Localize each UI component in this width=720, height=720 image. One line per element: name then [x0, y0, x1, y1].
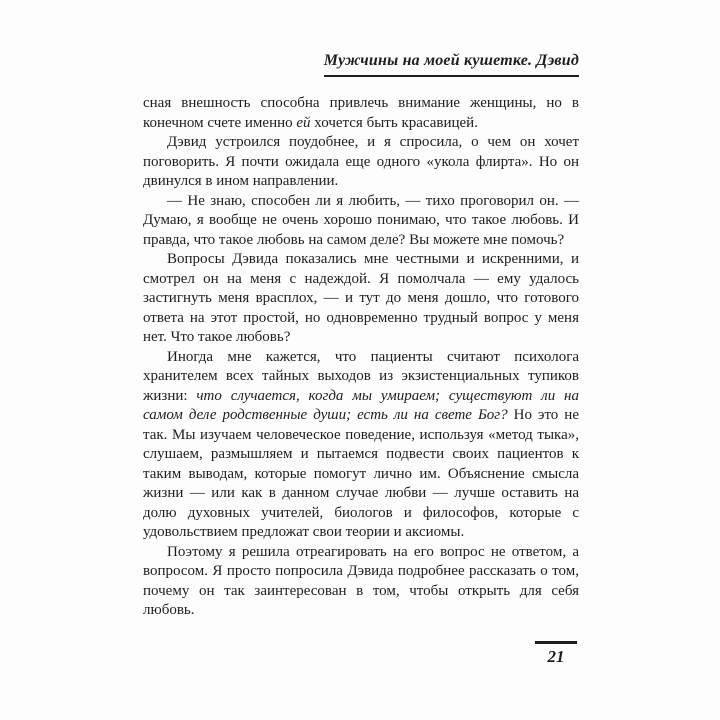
page-footer — [535, 641, 577, 667]
paragraph — [143, 133, 579, 192]
text-segment: хочется быть красавицей. — [310, 114, 478, 131]
paragraph-dialogue — [143, 192, 579, 251]
italic-segment: ей — [296, 114, 311, 131]
paragraph-continuation — [143, 94, 579, 133]
paragraph — [143, 250, 579, 348]
paragraph — [143, 543, 579, 621]
running-head — [143, 52, 579, 77]
text-segment: Вопросы Дэвида показались мне честными и искренними, и смотрел он на меня с надеждой. Я помолчала — ему удалось застигнуть меня врасплох, — и тут до меня дошло, что готового ответа на этот простой, но одновременно трудный вопрос у меня нет. Что такое любовь? — [143, 251, 579, 345]
page-number-rule — [535, 641, 577, 644]
italic-segment: что случается, когда мы умираем; существуют ли на самом деле родственные души; есть ли на свете Бог? — [143, 387, 579, 423]
body-text — [143, 94, 579, 621]
running-head-title: Мужчины на моей кушетке. Дэвид — [324, 52, 579, 77]
text-block — [143, 52, 579, 621]
text-segment: Поэтому я решила отреагировать на его вопрос не ответом, а вопросом. Я просто попросила Дэвида подробнее рассказать о том, почему он так заинтересован в том, чтобы открыть для себя любовь. — [143, 543, 579, 618]
text-segment: сная внешность способна привлечь внимание женщины, но в конечном счете именно — [143, 95, 579, 131]
text-segment: Но это не так. Мы изучаем человеческое поведение, используя «метод тыка», слушаем, размышляем и пытаемся подвести своих пациентов к таким выводам, которые помогут лично им. Объяснение смысла жизни — или как в данном случае любви — лучше оставить на долю духовных учителей, биологов и философов, которые с удовольствием предложат свои теории и аксиомы. — [143, 407, 579, 540]
page-number: 21 — [547, 647, 565, 666]
text-segment: Иногда мне кажется, что пациенты считают психолога хранителем всех тайных выходов из экзистенциальных тупиков жизни: — [143, 348, 579, 404]
text-segment: — Не знаю, способен ли я любить, — тихо проговорил он. — Думаю, я вообще не очень хорошо понимаю, что такое любовь. И правда, что такое любовь на самом деле? Вы можете мне помочь? — [143, 192, 579, 248]
paragraph — [143, 348, 579, 543]
text-segment: Дэвид устроился поудобнее, и я спросила, о чем он хочет поговорить. Я почти ожидала еще одного «укола флирта». Но он двинулся в ином направлении. — [143, 134, 579, 189]
